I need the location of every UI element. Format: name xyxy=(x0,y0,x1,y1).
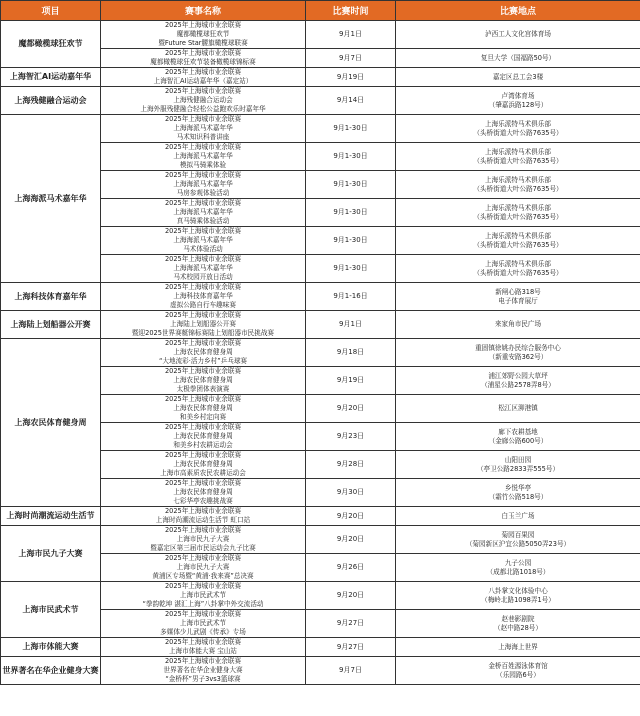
event-cell xyxy=(101,367,306,395)
time-cell: 9月1-30日 xyxy=(306,171,396,199)
header-project: 项目 xyxy=(1,1,101,21)
event-line: 魔都橄榄球狂欢节装备橄榄球锦标赛 xyxy=(150,58,256,66)
place-cell xyxy=(396,87,640,115)
place-cell xyxy=(396,311,640,339)
event-line: 上海科技体育嘉年华 xyxy=(173,292,233,300)
time-cell: 9月7日 xyxy=(306,657,396,685)
event-line: 暨Future Star腰旗橄榄球联赛 xyxy=(158,39,248,47)
place-line: 泸西工人文化宫体育场 xyxy=(485,30,551,38)
header-row xyxy=(1,1,640,21)
event-line: 2025年上海城市业余联赛 xyxy=(164,423,242,431)
event-line: 2025年上海城市业余联赛 xyxy=(164,554,242,562)
project-cell xyxy=(1,115,101,283)
table-row xyxy=(1,21,640,49)
event-line: 2025年上海城市业余联赛 xyxy=(164,526,242,534)
place-line: （头桥街道大叶公路7635号） xyxy=(473,212,563,221)
place-line: 重固镇徐姚办民综合服务中心 xyxy=(475,343,561,352)
place-cell xyxy=(396,423,640,451)
project-name: 上海农民体育健身周 xyxy=(14,417,87,427)
place-cell xyxy=(396,582,640,610)
event-line: 上海市民九子大赛 xyxy=(176,563,230,571)
table-row xyxy=(1,638,640,657)
event-line: 马术体验活动 xyxy=(183,245,223,253)
event-line: 马房参观体验活动 xyxy=(176,189,230,197)
time-cell: 9月1-30日 xyxy=(306,115,396,143)
event-cell xyxy=(101,339,306,367)
event-line: 2025年上海城市业余联赛 xyxy=(164,171,242,179)
place-cell xyxy=(396,21,640,49)
event-cell xyxy=(101,507,306,526)
event-line: 上海农民体育健身周 xyxy=(173,404,233,412)
event-cell xyxy=(101,143,306,171)
event-line: 上海海派马术嘉年华 xyxy=(173,208,233,216)
place-line: 上海乐派特马术俱乐部 xyxy=(485,147,551,156)
place-line: 九子公园 xyxy=(504,558,532,567)
place-line: 廊下农耕基地 xyxy=(498,427,538,436)
place-line: 上海乐派特马术俱乐部 xyxy=(485,203,551,212)
time-cell: 9月1日 xyxy=(306,21,396,49)
event-cell xyxy=(101,423,306,451)
event-line: 上海农民体育健身周 xyxy=(173,348,233,356)
project-name: 上海市民九子大赛 xyxy=(18,548,83,558)
place-line: 嘉定区总工会3楼 xyxy=(492,72,544,81)
event-cell xyxy=(101,582,306,610)
event-line: 2025年上海城市业余联赛 xyxy=(164,227,242,235)
place-line: 松江区泖港镇 xyxy=(498,404,538,412)
event-cell xyxy=(101,115,306,143)
event-cell xyxy=(101,68,306,87)
time-cell: 9月1-16日 xyxy=(306,283,396,311)
place-line: （亭卫公路2833弄555号） xyxy=(476,464,560,473)
time-cell: 9月20日 xyxy=(306,582,396,610)
place-cell xyxy=(396,638,640,657)
place-line: 来家角市民广场 xyxy=(494,320,542,328)
time-cell: 9月20日 xyxy=(306,395,396,423)
event-line: 2025年上海城市业余联赛 xyxy=(164,657,242,665)
place-cell xyxy=(396,199,640,227)
event-line: 上海农民体育健身周 xyxy=(173,488,233,496)
place-line: （头桥街道大叶公路7635号） xyxy=(473,268,563,277)
event-line: 真马骑乘体验活动 xyxy=(176,217,230,225)
time-cell: 9月7日 xyxy=(306,49,396,68)
event-cell xyxy=(101,554,306,582)
project-cell xyxy=(1,507,101,526)
place-line: 赵巷影剧院 xyxy=(501,614,535,623)
project-cell xyxy=(1,283,101,311)
place-line: （头桥街道大叶公路7635号） xyxy=(473,184,563,193)
project-name: 魔都橄榄球狂欢节 xyxy=(18,39,83,48)
time-cell: 9月23日 xyxy=(306,423,396,451)
place-line: （头桥街道大叶公路7635号） xyxy=(473,156,563,165)
table-row xyxy=(1,526,640,554)
time-cell: 9月1-30日 xyxy=(306,227,396,255)
place-line: 金桥百姓源泳体育馆 xyxy=(488,661,548,670)
event-line: “金桥杯”男子3vs3篮球赛 xyxy=(165,675,241,683)
event-line: 2025年上海城市业余联赛 xyxy=(164,507,242,515)
table-row xyxy=(1,283,640,311)
time-cell: 9月1-30日 xyxy=(306,255,396,283)
event-line: 2025年上海城市业余联赛 xyxy=(164,21,242,29)
event-cell xyxy=(101,638,306,657)
event-line: 2025年上海城市业余联赛 xyxy=(164,339,242,347)
project-name: 世界著名在华企业健身大赛 xyxy=(2,665,99,675)
event-line: 2025年上海城市业余联赛 xyxy=(164,610,242,618)
project-cell xyxy=(1,657,101,685)
event-line: “拳韵乾坤 湛汇上海”八卦掌中外交流活动 xyxy=(142,600,264,608)
event-line: 模拟马骑乘体验 xyxy=(179,161,227,169)
place-line: （成都北路1018号） xyxy=(486,567,550,576)
event-line: 上海海派马术嘉年华 xyxy=(173,264,233,272)
event-line: 2025年上海城市业余联赛 xyxy=(164,311,242,319)
header-time: 比赛时间 xyxy=(306,1,396,21)
event-line: 上海外服残健融合轻松公益跑欢乐时嘉年华 xyxy=(140,105,266,113)
place-line: 新闸心路318号 xyxy=(495,287,541,296)
project-cell xyxy=(1,87,101,115)
project-cell xyxy=(1,311,101,339)
event-cell xyxy=(101,171,306,199)
place-line: 卢湾体育场 xyxy=(501,91,535,100)
place-line: 上海乐派特马术俱乐部 xyxy=(485,259,551,268)
place-line: 上海乐派特马术俱乐部 xyxy=(485,119,551,128)
event-line: 2025年上海城市业余联赛 xyxy=(164,395,242,403)
table-row xyxy=(1,657,640,685)
event-line: 上海农民体育健身周 xyxy=(173,460,233,468)
event-line: 2025年上海城市业余联赛 xyxy=(164,638,242,646)
project-cell xyxy=(1,638,101,657)
time-cell: 9月20日 xyxy=(306,526,396,554)
event-line: 上海市民武术节 xyxy=(179,591,227,599)
event-line: 上海市体能大赛 宝山站 xyxy=(168,647,238,655)
table-body xyxy=(1,21,640,685)
event-cell xyxy=(101,283,306,311)
event-cell xyxy=(101,479,306,507)
event-line: 世界著名在华企业健身大赛 xyxy=(163,666,243,674)
event-line: 和美乡村农耕运动会 xyxy=(173,441,233,449)
place-line: （乐园路6号） xyxy=(496,670,540,679)
place-line: （金廊公路600号） xyxy=(488,436,548,445)
project-name: 上海陆上划船器公开赛 xyxy=(10,319,91,329)
place-line: 上海乐派特马术俱乐部 xyxy=(485,175,551,184)
time-cell: 9月19日 xyxy=(306,68,396,87)
event-line: 上海农民体育健身周 xyxy=(173,432,233,440)
place-line: （头桥街道大叶公路7635号） xyxy=(473,240,563,249)
event-cell xyxy=(101,311,306,339)
event-line: 马术知识科普讲座 xyxy=(176,133,230,141)
time-cell: 9月28日 xyxy=(306,451,396,479)
place-line: （新重安路362号） xyxy=(488,352,548,361)
event-line: 上海市民九子大赛 xyxy=(176,535,230,543)
place-line: 菊园百果园 xyxy=(501,530,535,539)
place-cell xyxy=(396,115,640,143)
place-line: 白玉兰广场 xyxy=(501,511,535,520)
place-cell xyxy=(396,507,640,526)
event-line: 暨嘉定区第三届市民运动会九子比赛 xyxy=(150,544,256,552)
event-line: 上海海派马术嘉年华 xyxy=(173,236,233,244)
event-line: 上海智汇AI运动嘉年华（嘉定站） xyxy=(153,77,253,85)
event-line: 上海残健融合运动会 xyxy=(173,96,233,104)
project-cell xyxy=(1,526,101,582)
event-line: 上海海派马术嘉年华 xyxy=(173,124,233,132)
place-line: 电子体育展厅 xyxy=(498,296,538,305)
time-cell: 9月1-30日 xyxy=(306,143,396,171)
place-line: （浦星公路2578弄8号） xyxy=(481,380,555,389)
event-line: 上海市民武术节 xyxy=(179,619,227,627)
table-row xyxy=(1,507,640,526)
time-cell: 9月26日 xyxy=(306,554,396,582)
event-line: 多媒体少儿武剧《传承》专场 xyxy=(160,628,246,636)
project-name: 上海市体能大赛 xyxy=(22,642,79,651)
project-cell xyxy=(1,339,101,507)
place-line: （头桥街道大叶公路7635号） xyxy=(473,128,563,137)
place-cell xyxy=(396,479,640,507)
event-line: 2025年上海城市业余联赛 xyxy=(164,255,242,263)
place-cell xyxy=(396,451,640,479)
project-name: 上海时尚潮流运动生活节 xyxy=(6,511,95,520)
event-line: 七彩华亭农趣挑战赛 xyxy=(173,497,233,505)
place-cell xyxy=(396,283,640,311)
event-line: 和美乡村定向赛 xyxy=(179,413,227,421)
project-name: 上海科技体育嘉年华 xyxy=(14,291,87,301)
place-cell xyxy=(396,610,640,638)
project-cell xyxy=(1,68,101,87)
event-line: 魔都橄榄球狂欢节 xyxy=(176,30,230,38)
event-line: 2025年上海城市业余联赛 xyxy=(164,143,242,151)
project-name: 上海市民武术节 xyxy=(22,604,79,614)
place-cell xyxy=(396,68,640,87)
place-line: （菊园新区沪宜公路5050弄23号） xyxy=(465,539,571,548)
event-line: 2025年上海城市业余联赛 xyxy=(164,367,242,375)
place-line: （肇嘉浜路128号） xyxy=(488,100,548,109)
header-event: 赛事名称 xyxy=(101,1,306,21)
project-name: 上海海派马术嘉年华 xyxy=(14,193,87,203)
event-cell xyxy=(101,255,306,283)
event-line: 虚拟公路自行车趣味赛 xyxy=(170,301,236,309)
event-cell xyxy=(101,526,306,554)
project-name: 上海智汇AI运动嘉年华 xyxy=(9,72,92,81)
table-row xyxy=(1,582,640,610)
place-line: 上海海上世界 xyxy=(498,642,538,651)
time-cell: 9月27日 xyxy=(306,638,396,657)
place-cell xyxy=(396,526,640,554)
event-line: 2025年上海城市业余联赛 xyxy=(164,199,242,207)
time-cell: 9月30日 xyxy=(306,479,396,507)
event-cell xyxy=(101,21,306,49)
event-cell xyxy=(101,395,306,423)
project-cell xyxy=(1,21,101,68)
place-cell xyxy=(396,143,640,171)
place-line: （赵中路28号） xyxy=(494,623,542,632)
place-cell xyxy=(396,171,640,199)
place-line: （梅岭北路1098弄1号） xyxy=(481,595,555,604)
event-line: 2025年上海城市业余联赛 xyxy=(164,451,242,459)
time-cell: 9月14日 xyxy=(306,87,396,115)
event-line: 上海农民体育健身周 xyxy=(173,376,233,384)
event-line: 太极拳团体表演赛 xyxy=(176,385,230,393)
event-cell xyxy=(101,227,306,255)
project-name: 上海残健融合运动会 xyxy=(14,95,87,105)
time-cell: 9月1日 xyxy=(306,311,396,339)
event-line: 上海市高素质农民农耕运动会 xyxy=(160,469,246,477)
event-line: “大地流彩·活力乡村”乒乓球赛 xyxy=(158,357,248,365)
event-line: 2025年上海城市业余联赛 xyxy=(164,479,242,487)
table-row xyxy=(1,115,640,143)
place-line: （霜竹公路518号） xyxy=(488,492,548,501)
place-cell xyxy=(396,339,640,367)
event-line: 黄浦区专场暨“黄浦·我来赛”总决赛 xyxy=(152,572,254,580)
header-place: 比赛地点 xyxy=(396,1,640,21)
event-cell xyxy=(101,87,306,115)
event-line: 2025年上海城市业余联赛 xyxy=(164,283,242,291)
table-row xyxy=(1,68,640,87)
time-cell: 9月18日 xyxy=(306,339,396,367)
place-line: 乡悦华亭 xyxy=(504,483,532,492)
time-cell: 9月27日 xyxy=(306,610,396,638)
event-line: 上海海派马术嘉年华 xyxy=(173,180,233,188)
place-cell xyxy=(396,227,640,255)
place-line: 八卦掌文化体验中心 xyxy=(488,586,548,595)
place-line: 浦江郊野公园大草坪 xyxy=(488,371,548,380)
time-cell: 9月1-30日 xyxy=(306,199,396,227)
event-cell xyxy=(101,451,306,479)
table-row xyxy=(1,87,640,115)
time-cell: 9月20日 xyxy=(306,507,396,526)
event-line: 暨迎2025世界赛艇锦标赛陆上划船器市民挑战赛 xyxy=(131,329,275,337)
place-line: 复旦大学（国福路50号） xyxy=(480,53,556,62)
place-cell xyxy=(396,554,640,582)
place-cell xyxy=(396,395,640,423)
event-cell xyxy=(101,199,306,227)
event-line: 2025年上海城市业余联赛 xyxy=(164,87,242,95)
event-line: 2025年上海城市业余联赛 xyxy=(164,68,242,76)
table-row xyxy=(1,311,640,339)
event-cell xyxy=(101,657,306,685)
place-cell xyxy=(396,657,640,685)
table-row xyxy=(1,339,640,367)
event-cell xyxy=(101,49,306,68)
event-line: 马术校园开放日活动 xyxy=(173,273,233,281)
project-cell xyxy=(1,582,101,638)
event-line: 上海陆上划船器公开赛 xyxy=(170,320,236,328)
place-cell xyxy=(396,367,640,395)
place-cell xyxy=(396,49,640,68)
event-line: 上海海派马术嘉年华 xyxy=(173,152,233,160)
event-line: 2025年上海城市业余联赛 xyxy=(164,582,242,590)
event-cell xyxy=(101,610,306,638)
time-cell: 9月19日 xyxy=(306,367,396,395)
event-line: 2025年上海城市业余联赛 xyxy=(164,115,242,123)
event-line: 上海时尚潮流运动生活节 虹口站 xyxy=(155,516,251,524)
place-cell xyxy=(396,255,640,283)
place-line: 上海乐派特马术俱乐部 xyxy=(485,231,551,240)
event-line: 2025年上海城市业余联赛 xyxy=(164,49,242,57)
place-line: 山阳田园 xyxy=(504,455,532,464)
